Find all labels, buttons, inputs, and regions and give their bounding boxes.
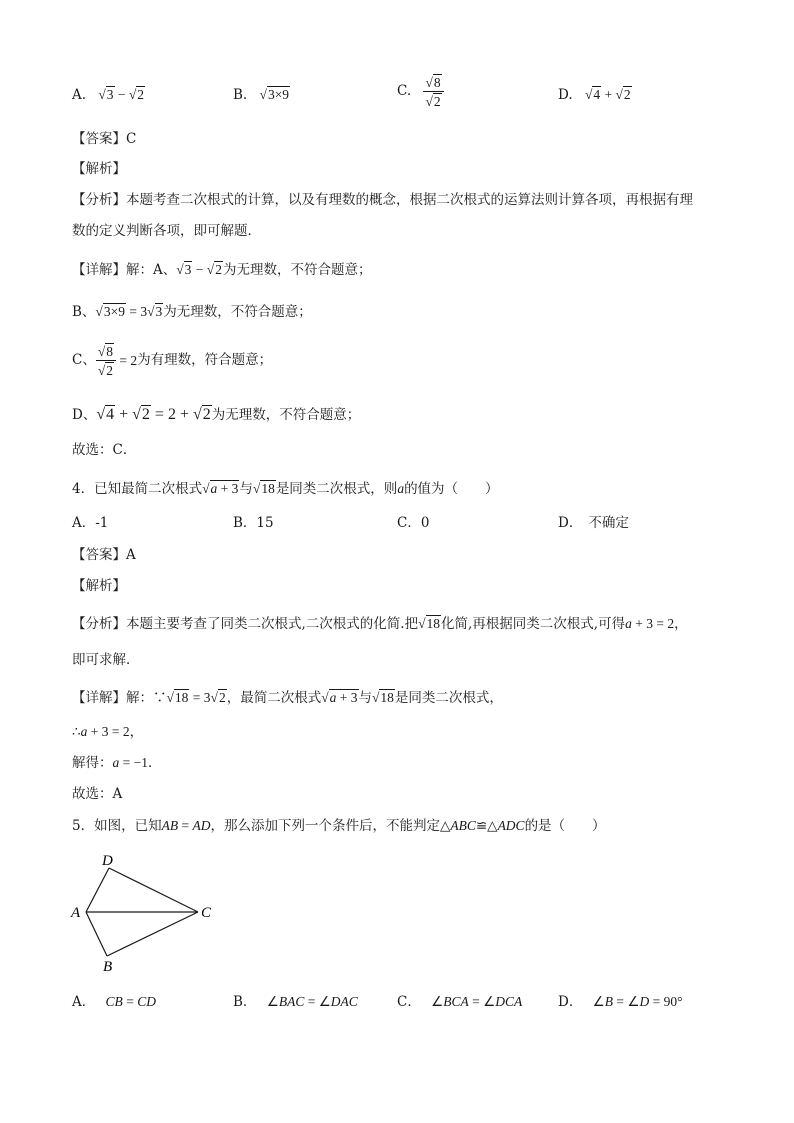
- answer-value: A: [126, 547, 136, 563]
- q3-detail-c: [72, 343, 272, 378]
- vertex-label-c: C: [201, 905, 212, 921]
- punct: ．: [147, 755, 162, 771]
- q3-detail-d: [72, 405, 360, 424]
- q4-option-a: A．-1: [72, 515, 109, 531]
- math-congruence: △ABC≌△ADC: [439, 818, 525, 833]
- option-label: C．: [397, 994, 421, 1010]
- q4-option-b: B．15: [233, 515, 274, 531]
- detail-result: 为无理数，不符合题意；: [163, 304, 312, 320]
- therefore-symbol: ∴: [72, 724, 81, 740]
- fenxi-label: 【分析】: [72, 192, 126, 208]
- stem-text: ，那么添加下列一个条件后，不能判定: [210, 818, 440, 834]
- q4-therefore: [72, 725, 143, 740]
- q4-stem: [72, 480, 499, 497]
- q3-fenxi-line1: [72, 194, 693, 208]
- q3-fenxi-line2: 数的定义判断各项，即可解题．: [72, 223, 261, 239]
- q4-choose: 故选：A: [72, 786, 123, 802]
- q5-option-b: [233, 995, 358, 1010]
- q5-figure-quadrilateral: [60, 846, 230, 976]
- q3-option-c: [397, 74, 444, 109]
- stem-text: 5．如图，已知: [72, 818, 162, 834]
- vertex-label-d: D: [102, 853, 113, 869]
- stem-text: 4．已知最简二次根式: [72, 481, 203, 497]
- q4-answer: [72, 549, 136, 563]
- math-eq: a = −1: [112, 755, 148, 770]
- q5-option-a: [72, 995, 156, 1010]
- q3-option-a: [72, 86, 145, 103]
- segment-dc: [109, 868, 198, 912]
- math-sqrt18: √18: [418, 616, 441, 631]
- math-eq: a + 3 = 2: [80, 724, 130, 739]
- math-expr: √4 + √2 = 2 + √2: [96, 406, 211, 423]
- q4-fenxi-line1: [72, 615, 688, 632]
- math-sqrt18: √18: [372, 690, 394, 705]
- detail-text: 解：∵: [126, 690, 167, 706]
- answer-value: C: [126, 131, 137, 147]
- detail-text: ，最简二次根式: [226, 690, 322, 706]
- stem-text: 的值为（ ）: [404, 481, 499, 497]
- math-eq: ∠BCA = ∠DCA: [431, 994, 523, 1009]
- vertex-label-a: A: [71, 905, 81, 921]
- q5-stem: [72, 819, 606, 834]
- fenxi-text: ，: [674, 616, 688, 632]
- q3-detail-a: [72, 261, 371, 278]
- stem-text: 的是（ ）: [524, 818, 606, 834]
- q5-option-d: [558, 995, 682, 1010]
- solve-label: 解得：: [72, 755, 113, 771]
- math-eq: AB = AD: [161, 818, 211, 833]
- q4-solve: [72, 756, 161, 771]
- segment-bc: [107, 912, 198, 956]
- option-label: A.: [72, 87, 87, 103]
- detail-result: 为无理数，不符合题意；: [211, 407, 361, 423]
- math-expr: √3 − √2: [176, 262, 222, 277]
- math-sqrt-a-plus-3: √a + 3: [321, 690, 358, 705]
- detail-result: 为有理数，符合题意；: [137, 351, 273, 368]
- segment-ab: [86, 912, 107, 956]
- detail-result: 为无理数，不符合题意；: [222, 262, 372, 278]
- option-label: A．: [72, 994, 96, 1010]
- math-expr: = 2: [116, 352, 138, 368]
- math-sqrt4-plus-sqrt2: √4 + √2: [584, 87, 631, 102]
- option-label: D.: [558, 87, 573, 103]
- stem-text: 与: [239, 481, 253, 497]
- q3-detail-b: [72, 303, 312, 320]
- option-label: B．: [233, 994, 257, 1010]
- q3-choose: 故选：C．: [72, 442, 137, 458]
- math-sqrt18: √18: [252, 481, 275, 496]
- answer-label: 【答案】: [72, 547, 126, 563]
- math-sqrt-3x9: √3×9: [259, 87, 290, 102]
- fenxi-label: 【分析】: [72, 616, 126, 632]
- math-var-a: a: [397, 481, 405, 496]
- stem-text: 是同类二次根式，则: [275, 481, 398, 497]
- q4-detail: [72, 689, 503, 706]
- xiangjie-label: 【详解】: [72, 690, 126, 706]
- option-label: D．: [558, 515, 583, 531]
- option-label: C.: [397, 82, 412, 99]
- q3-answer: [72, 133, 136, 147]
- fenxi-text: 化简,再根据同类二次根式,可得: [441, 616, 626, 632]
- q4-option-c: C．0: [397, 515, 430, 531]
- math-frac: $\frac{√8}{√2}$: [96, 343, 116, 378]
- q4-option-d: [558, 517, 629, 531]
- detail-prefix: C、: [72, 351, 96, 368]
- fenxi-text: 本题主要考查了同类二次根式,二次根式的化简.把: [126, 616, 419, 632]
- detail-prefix: 解：A、: [126, 262, 177, 278]
- detail-prefix: B、: [72, 304, 96, 320]
- math-eq: a + 3 = 2: [625, 616, 675, 631]
- xiangjie-label: 【详解】: [72, 262, 126, 278]
- math-sqrt3-minus-sqrt2: √3 − √2: [98, 87, 145, 102]
- option-label: B.: [233, 87, 248, 103]
- q4-fenxi-line2: 即可求解．: [72, 652, 140, 668]
- math-eq: ∠BAC = ∠DAC: [266, 994, 358, 1009]
- q3-option-d: [558, 86, 632, 103]
- segment-da: [86, 868, 109, 912]
- q3-option-b: [233, 86, 290, 103]
- q4-analysis-label: 【解析】: [72, 578, 126, 594]
- detail-text: 是同类二次根式，: [394, 690, 503, 706]
- math-expr: √3×9 = 3√3: [95, 304, 163, 319]
- fenxi-text: 本题考查二次根式的计算，以及有理数的概念，根据二次根式的运算法则计算各项，再根据有理: [126, 192, 693, 208]
- detail-prefix: D、: [72, 407, 97, 423]
- q3-analysis-label: 【解析】: [72, 161, 126, 177]
- vertex-label-b: B: [103, 959, 113, 975]
- q5-option-c: [397, 995, 522, 1010]
- math-expr: √18 = 3√2: [166, 690, 226, 705]
- answer-label: 【答案】: [72, 131, 126, 147]
- option-label: D．: [558, 994, 583, 1010]
- math-sqrt8-over-sqrt2: $\frac{√8}{√2}$: [423, 74, 443, 109]
- math-eq: CB = CD: [105, 994, 156, 1009]
- option-text: 不确定: [588, 515, 629, 531]
- punct: ，: [129, 724, 144, 740]
- math-eq: ∠B = ∠D = 90°: [592, 994, 683, 1009]
- detail-text: 与: [358, 690, 372, 706]
- math-sqrt-a-plus-3: √a + 3: [202, 481, 239, 496]
